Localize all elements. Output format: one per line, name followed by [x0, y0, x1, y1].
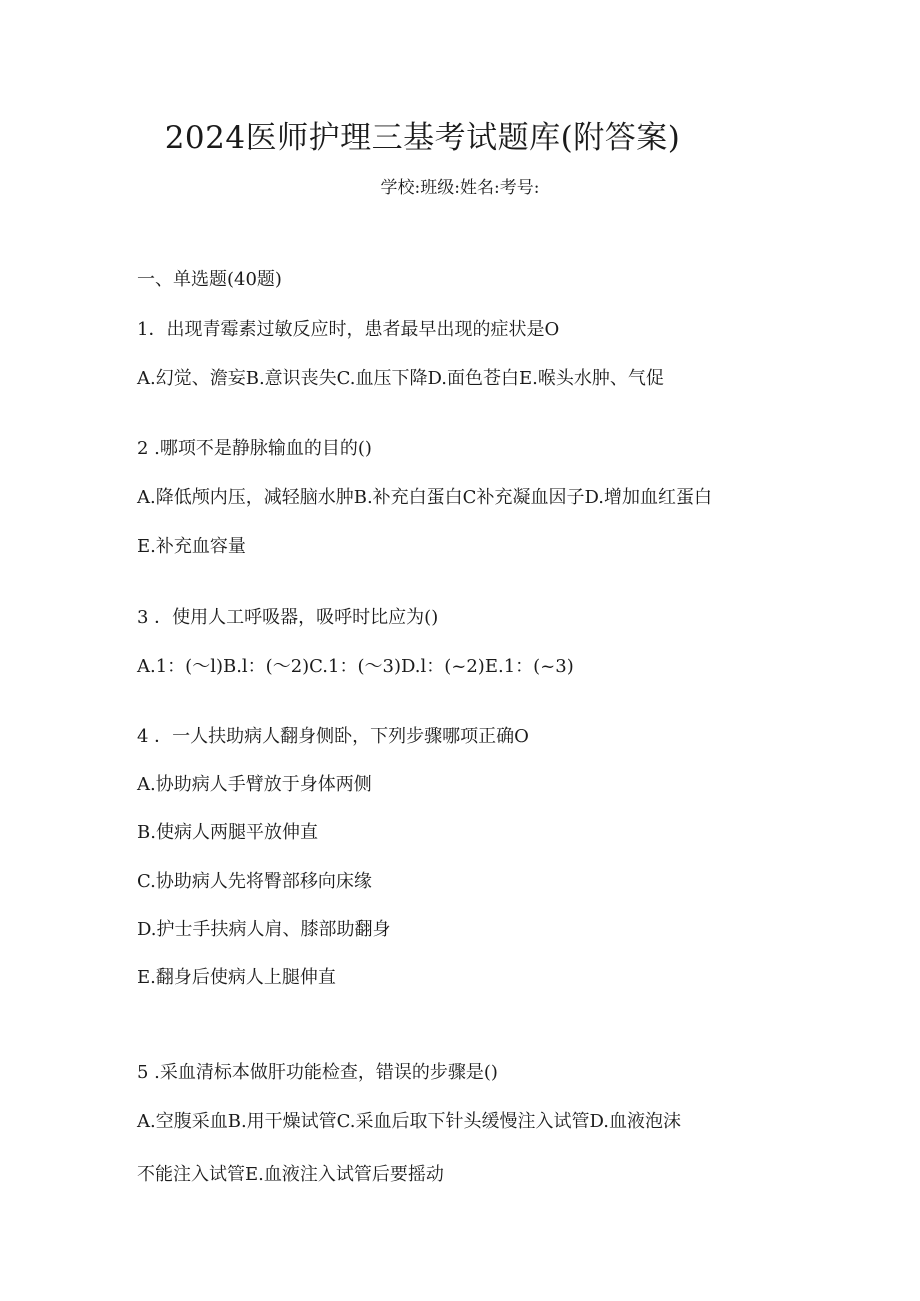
question-option: C.协助病人先将臀部移向床缘	[137, 871, 372, 892]
question-stem: 3 ．使用人工呼吸器，吸呼时比应为()	[137, 607, 439, 628]
question-stem: 5 .采血清标本做肝功能检查，错误的步骤是()	[137, 1062, 498, 1083]
question-option: E.翻身后使病人上腿伸直	[137, 967, 336, 988]
student-info-line: 学校:班级:姓名:考号:	[380, 178, 540, 198]
question-stem: 2 .哪项不是静脉输血的目的()	[137, 438, 372, 459]
question-option: A.幻觉、澹妄B.意识丧失C.血压下降D.面色苍白E.喉头水肿、气促	[137, 368, 664, 389]
question-option: E.补充血容量	[137, 536, 246, 557]
question-stem: 4 ．一人扶助病人翻身侧卧，下列步骤哪项正确O	[137, 726, 529, 747]
question-option: 不能注入试管E.血液注入试管后要摇动	[137, 1164, 444, 1185]
section-heading: 一、单选题(40题)	[137, 269, 282, 290]
question-option: D.护士手扶病人肩、膝部助翻身	[137, 919, 391, 940]
document-title: 2024医师护理三基考试题库(附答案)	[164, 120, 681, 156]
question-option: A.协助病人手臂放于身体两侧	[137, 774, 372, 795]
question-option: B.使病人两腿平放伸直	[137, 822, 318, 843]
question-option: A.空腹采血B.用干燥试管C.采血后取下针头缓慢注入试管D.血液泡沫	[137, 1111, 682, 1132]
question-option: A.1：(〜l)B.l：(〜2)C.1：(〜3)D.l：(~2)E.1：(~3)	[137, 656, 574, 677]
question-option: A.降低颅内压，减轻脑水肿B.补充白蛋白C补充凝血因子D.增加血红蛋白	[137, 487, 712, 508]
question-stem: 1．出现青霉素过敏反应时，患者最早出现的症状是O	[137, 319, 560, 340]
